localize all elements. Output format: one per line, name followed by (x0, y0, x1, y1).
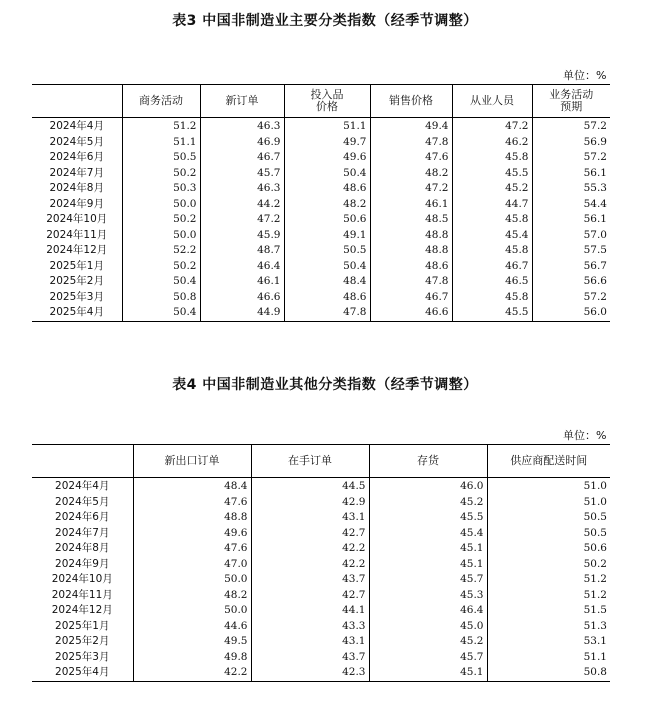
index-value-cell: 46.4 (369, 603, 487, 619)
index-value-cell: 56.1 (532, 166, 610, 182)
index-value-cell: 50.2 (122, 166, 200, 182)
index-value-cell: 57.2 (532, 150, 610, 166)
index-value-cell: 47.8 (370, 274, 452, 290)
table-row (32, 665, 610, 681)
row-month-label: 2024年10月 (46, 213, 108, 225)
table-row (32, 181, 610, 197)
index-value-cell: 47.6 (133, 495, 251, 511)
index-value-cell: 43.7 (251, 572, 369, 588)
index-value-cell: 56.9 (532, 135, 610, 151)
table-row (32, 478, 610, 495)
index-value-cell: 49.7 (284, 135, 370, 151)
index-value-cell: 46.6 (370, 305, 452, 321)
index-value-cell: 47.8 (284, 305, 370, 321)
row-month-label: 2024年9月 (55, 557, 110, 570)
index-value-cell: 55.3 (532, 181, 610, 197)
index-value-cell: 51.1 (122, 135, 200, 151)
row-month-label: 2024年5月 (55, 495, 110, 508)
column-header: 供应商配送时间 (487, 445, 610, 478)
index-value-cell: 44.7 (452, 197, 532, 213)
index-value-cell: 46.5 (452, 274, 532, 290)
table-row (32, 510, 610, 526)
column-header: 商务活动 (122, 85, 200, 118)
index-value-cell: 46.3 (200, 118, 284, 135)
row-month-label: 2024年5月 (49, 135, 104, 148)
table-row (32, 603, 610, 619)
table-row (32, 212, 610, 228)
index-value-cell: 50.0 (122, 197, 200, 213)
column-header: 存货 (369, 445, 487, 478)
index-value-cell: 46.2 (452, 135, 532, 151)
index-value-cell: 50.5 (487, 510, 610, 526)
index-value-cell: 47.6 (370, 150, 452, 166)
index-value-cell: 44.9 (200, 305, 284, 321)
index-value-cell: 45.8 (452, 290, 532, 306)
index-value-cell: 48.2 (284, 197, 370, 213)
table-row (32, 135, 610, 151)
row-month-label: 2024年7月 (55, 526, 110, 539)
index-value-cell: 50.2 (122, 212, 200, 228)
index-value-cell: 51.2 (487, 572, 610, 588)
index-value-cell: 51.0 (487, 495, 610, 511)
index-value-cell: 56.6 (532, 274, 610, 290)
index-value-cell: 49.4 (370, 118, 452, 135)
column-header: 在手订单 (251, 445, 369, 478)
index-value-cell: 42.7 (251, 526, 369, 542)
index-value-cell: 49.6 (284, 150, 370, 166)
index-value-cell: 50.2 (122, 259, 200, 275)
table-row (32, 495, 610, 511)
row-month-label: 2024年10月 (51, 573, 113, 585)
table-row (32, 118, 610, 135)
index-value-cell: 46.7 (370, 290, 452, 306)
index-value-cell: 57.2 (532, 290, 610, 306)
index-value-cell: 48.6 (284, 290, 370, 306)
column-header: 从业人员 (452, 85, 532, 118)
index-value-cell: 51.5 (487, 603, 610, 619)
index-value-cell: 56.1 (532, 212, 610, 228)
row-month-label: 2024年4月 (55, 480, 110, 492)
index-value-cell: 50.5 (122, 150, 200, 166)
table-row (32, 274, 610, 290)
column-header: 新订单 (200, 85, 284, 118)
index-value-cell: 48.8 (370, 228, 452, 244)
table-row (32, 290, 610, 306)
index-value-cell: 57.2 (532, 118, 610, 135)
index-value-cell: 47.2 (370, 181, 452, 197)
index-value-cell: 45.8 (452, 212, 532, 228)
index-value-cell: 44.1 (251, 603, 369, 619)
row-month-label: 2024年11月 (51, 588, 113, 601)
column-header: 新出口订单 (133, 445, 251, 478)
table-row (32, 259, 610, 275)
index-value-cell: 45.7 (369, 650, 487, 666)
index-value-cell: 51.3 (487, 619, 610, 635)
index-value-cell: 49.8 (133, 650, 251, 666)
header-corner (32, 85, 122, 118)
row-month-label: 2024年12月 (51, 604, 113, 616)
index-value-cell: 57.5 (532, 243, 610, 259)
index-value-cell: 49.5 (133, 634, 251, 650)
index-value-cell: 45.7 (369, 572, 487, 588)
table-row (32, 228, 610, 244)
index-value-cell: 48.4 (284, 274, 370, 290)
index-value-cell: 50.8 (122, 290, 200, 306)
table-row (32, 243, 610, 259)
index-value-cell: 49.6 (133, 526, 251, 542)
table4-unit-label: 单位：% (563, 429, 607, 442)
index-value-cell: 47.6 (133, 541, 251, 557)
index-value-cell: 45.2 (369, 495, 487, 511)
table4-title: 表4 中国非制造业其他分类指数（经季节调整） (172, 377, 478, 393)
index-value-cell: 51.2 (122, 118, 200, 135)
row-month-label: 2024年7月 (49, 166, 104, 179)
index-value-cell: 45.8 (452, 243, 532, 259)
index-value-cell: 50.2 (487, 557, 610, 573)
index-value-cell: 48.6 (370, 259, 452, 275)
index-value-cell: 50.4 (122, 274, 200, 290)
index-value-cell: 44.2 (200, 197, 284, 213)
row-month-label: 2024年8月 (55, 542, 110, 554)
row-month-label: 2025年2月 (55, 635, 110, 647)
index-value-cell: 44.6 (133, 619, 251, 635)
table-row (32, 619, 610, 635)
index-value-cell: 46.7 (452, 259, 532, 275)
row-month-label: 2025年3月 (55, 650, 110, 663)
table-row (32, 572, 610, 588)
index-value-cell: 48.8 (370, 243, 452, 259)
index-value-cell: 50.6 (487, 541, 610, 557)
index-value-cell: 51.0 (487, 478, 610, 495)
table-row (32, 197, 610, 213)
index-value-cell: 46.6 (200, 290, 284, 306)
index-value-cell: 44.5 (251, 478, 369, 495)
index-value-cell: 45.1 (369, 541, 487, 557)
row-month-label: 2025年2月 (49, 275, 104, 287)
index-value-cell: 42.2 (133, 665, 251, 681)
index-value-cell: 47.2 (200, 212, 284, 228)
index-value-cell: 48.8 (133, 510, 251, 526)
table3-unit-label: 单位：% (563, 69, 607, 82)
index-value-cell: 45.1 (369, 557, 487, 573)
index-value-cell: 47.0 (133, 557, 251, 573)
index-value-cell: 42.2 (251, 541, 369, 557)
index-value-cell: 48.5 (370, 212, 452, 228)
index-value-cell: 48.6 (284, 181, 370, 197)
row-month-label: 2024年8月 (49, 182, 104, 194)
table-row (32, 541, 610, 557)
index-value-cell: 53.1 (487, 634, 610, 650)
column-header: 销售价格 (370, 85, 452, 118)
index-value-cell: 45.4 (452, 228, 532, 244)
row-month-label: 2024年11月 (46, 228, 108, 241)
index-value-cell: 46.0 (369, 478, 487, 495)
index-value-cell: 45.8 (452, 150, 532, 166)
header-corner (32, 445, 133, 478)
index-value-cell: 57.0 (532, 228, 610, 244)
index-value-cell: 45.5 (452, 305, 532, 321)
index-value-cell: 42.9 (251, 495, 369, 511)
index-value-cell: 51.1 (487, 650, 610, 666)
column-header: 投入品 价格 (284, 85, 370, 118)
index-value-cell: 50.4 (284, 259, 370, 275)
row-month-label: 2025年4月 (49, 306, 104, 318)
index-value-cell: 45.0 (369, 619, 487, 635)
row-month-label: 2025年1月 (55, 619, 110, 632)
index-value-cell: 46.9 (200, 135, 284, 151)
row-month-label: 2024年6月 (49, 151, 104, 163)
index-value-cell: 50.6 (284, 212, 370, 228)
index-value-cell: 46.7 (200, 150, 284, 166)
index-value-cell: 50.0 (133, 603, 251, 619)
column-header: 业务活动 预期 (532, 85, 610, 118)
nonmanufacturing-main-index-table (32, 84, 610, 322)
row-month-label: 2025年4月 (55, 666, 110, 678)
index-value-cell: 45.5 (452, 166, 532, 182)
index-value-cell: 46.1 (370, 197, 452, 213)
index-value-cell: 46.4 (200, 259, 284, 275)
index-value-cell: 47.2 (452, 118, 532, 135)
index-value-cell: 45.5 (369, 510, 487, 526)
index-value-cell: 50.0 (133, 572, 251, 588)
index-value-cell: 50.4 (122, 305, 200, 321)
index-value-cell: 43.7 (251, 650, 369, 666)
index-value-cell: 43.3 (251, 619, 369, 635)
index-value-cell: 50.0 (122, 228, 200, 244)
index-value-cell: 43.1 (251, 510, 369, 526)
index-value-cell: 48.2 (370, 166, 452, 182)
table-row (32, 305, 610, 321)
index-value-cell: 50.5 (284, 243, 370, 259)
index-value-cell: 45.3 (369, 588, 487, 604)
index-value-cell: 51.1 (284, 118, 370, 135)
index-value-cell: 48.2 (133, 588, 251, 604)
table-row (32, 150, 610, 166)
index-value-cell: 49.1 (284, 228, 370, 244)
index-value-cell: 50.4 (284, 166, 370, 182)
index-value-cell: 56.7 (532, 259, 610, 275)
nonmanufacturing-other-index-table (32, 444, 610, 682)
index-value-cell: 46.3 (200, 181, 284, 197)
index-value-cell: 50.8 (487, 665, 610, 681)
index-value-cell: 45.4 (369, 526, 487, 542)
table-row (32, 166, 610, 182)
index-value-cell: 42.3 (251, 665, 369, 681)
index-value-cell: 45.2 (369, 634, 487, 650)
index-value-cell: 56.0 (532, 305, 610, 321)
table-row (32, 634, 610, 650)
index-value-cell: 50.5 (487, 526, 610, 542)
row-month-label: 2024年12月 (46, 244, 108, 256)
index-value-cell: 45.2 (452, 181, 532, 197)
row-month-label: 2024年9月 (49, 197, 104, 210)
table-row (32, 557, 610, 573)
index-value-cell: 42.7 (251, 588, 369, 604)
table-row (32, 526, 610, 542)
index-value-cell: 45.1 (369, 665, 487, 681)
index-value-cell: 42.2 (251, 557, 369, 573)
index-value-cell: 48.4 (133, 478, 251, 495)
row-month-label: 2024年4月 (49, 120, 104, 132)
row-month-label: 2024年6月 (55, 511, 110, 523)
index-value-cell: 54.4 (532, 197, 610, 213)
index-value-cell: 45.7 (200, 166, 284, 182)
table3-title: 表3 中国非制造业主要分类指数（经季节调整） (172, 13, 478, 29)
index-value-cell: 43.1 (251, 634, 369, 650)
row-month-label: 2025年3月 (49, 290, 104, 303)
index-value-cell: 48.7 (200, 243, 284, 259)
table-row (32, 650, 610, 666)
row-month-label: 2025年1月 (49, 259, 104, 272)
index-value-cell: 52.2 (122, 243, 200, 259)
index-value-cell: 46.1 (200, 274, 284, 290)
table-row (32, 588, 610, 604)
index-value-cell: 45.9 (200, 228, 284, 244)
index-value-cell: 50.3 (122, 181, 200, 197)
index-value-cell: 51.2 (487, 588, 610, 604)
index-value-cell: 47.8 (370, 135, 452, 151)
